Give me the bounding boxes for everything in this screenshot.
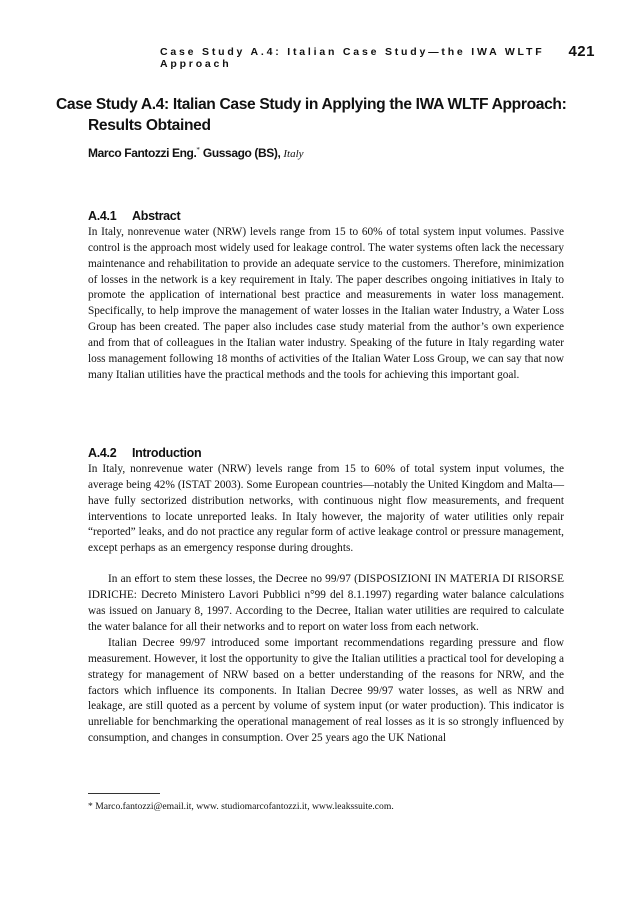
- section-title: Abstract: [132, 209, 181, 223]
- author-line: [88, 146, 304, 161]
- title-line-2: Results Obtained: [88, 117, 211, 134]
- intro-paragraph-1: In Italy, nonrevenue water (NRW) levels range from 15 to 60% of total system input volumes, the average being 42% (ISTAT 2003). Some European countries—notably the United Kingdom and Malta—have fully sectorized distribution networks, with continuous night flow measurements, and frequent interventions to locate unreported leaks. In Italy however, the majority of water utilities only repair “reported” leaks, and do not practice any regular form of active leakage control or pressure management, except perhaps as an emergency response during droughts.: [88, 463, 564, 555]
- title-line-1: Case Study A.4: Italian Case Study in Applying the IWA WLTF Approach:: [56, 96, 567, 113]
- case-study-title: [56, 94, 576, 136]
- footnote-text: Marco.fantozzi@email.it, www. studiomarcofantozzi.it, www.leakssuite.com.: [95, 801, 394, 812]
- author-location: Italy: [283, 148, 304, 160]
- page-number: 421: [568, 43, 595, 60]
- section-number: A.4.1: [88, 209, 117, 223]
- footnote-divider: [88, 793, 160, 794]
- running-head: Case Study A.4: Italian Case Study—the IWA WLTF Approach: [160, 46, 545, 70]
- author-footnote-mark: *: [196, 146, 200, 154]
- intro-paragraph-3: Italian Decree 99/97 introduced some important recommendations regarding pressure and flow measurement. However, it lost the opportunity to give the Italian utilities a practical tool for developing a strategy for management of NRW based on a better understanding of the reasons for NRW, and the factors which influence its components. In Italian Decree 99/97 water losses, as well as NRW and leakage, are still quoted as a percent by volume of system input (or water production). This indicator is unreliable for benchmarking the operational management of real losses as it is so strongly influenced by consumption, and changes in consumption. Over 25 years ago the UK National: [88, 637, 564, 745]
- section-heading-introduction: [88, 446, 201, 460]
- author-affiliation: Gussago (BS),: [202, 146, 281, 160]
- footnote: [88, 800, 564, 813]
- intro-paragraph-2: In an effort to stem these losses, the Decree no 99/97 (DISPOSIZIONI IN MATERIA DI RISORSE IDRICHE: Decreto Ministero Lavori Pubblici n°99 del 8.1.1997) regarding water balance calculations was issued on January 8, 1997. According to the Decree, Italian water utilities are required to calculate the water balance for all their networks and to report on water loss from each network.: [88, 573, 564, 633]
- section-number: A.4.2: [88, 446, 117, 460]
- section-heading-abstract: [88, 209, 180, 223]
- footnote-mark: *: [88, 801, 93, 812]
- abstract-paragraph: In Italy, nonrevenue water (NRW) levels range from 15 to 60% of total system input volumes. Passive control is the approach most widely used for leakage control. The water systems often lack the necessary maintenance and rehabilitation to provide an adequate service to the customers. Therefore, minimization of losses in the network is a key requirement in Italy. The paper describes ongoing initiatives in Italy to promote the application of international best practice and measurements in water loss management. Specifically, to help improve the management of water losses in the Italian water Industry, a Water Loss Group has been created. The paper also includes case study material from the author’s own experience and from that of colleagues in the Italian water industry. Speaking of the future in Italy regarding water loss management following 18 months of activities of the Italian Water Loss Group, we can say that now many Italian utilities have the practical methods and the tools for achieving this important goal.: [88, 226, 564, 381]
- author-name: Marco Fantozzi Eng.: [88, 146, 197, 160]
- section-title: Introduction: [132, 446, 202, 460]
